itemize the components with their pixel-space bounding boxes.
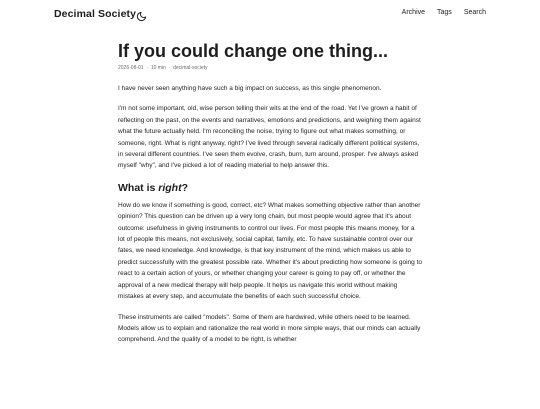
heading-emphasis: right <box>158 181 182 194</box>
main-nav <box>402 9 486 16</box>
nav-archive[interactable]: Archive <box>401 9 426 16</box>
paragraph: How do we know if something is good, correct, etc? What makes something objective rather than another opinion? This question can be driven up a very long chain, but most people would agree that it's about outcome: usefulness in giving instruments to control our lives. For most people this means money, for a lot of people this means, not exclusively, social capital, family, etc. To have sustainable control over our fates, we need knowledge. And knowledge, is that key instrument of the mind, which makes us able to predict successfully with the greatest possible rate. Whether it's about predicting how someone is going to react to a certain action of yours, or whether changing your career is going to pay off, or whether the approval of a new medical therapy will help people. It helps us navigate this world without making mistakes at every step, and accumulate the benefits of each such successful choice. <box>118 201 423 301</box>
site-header <box>0 4 540 32</box>
paragraph: I'm not some important, old, wise person telling their wits at the end of the road. Yet I've grown a habit of reflecting on the past, on the events and narratives, emotions and predictions, and weighing them against what the future actually held. I'm reconciling the noise, trying to figure out what makes something, or someone, right. What is right anyway, right? I've lived through several radically different political systems, in several different countries. I've seen them evolve, crash, burn, turn around, prosper. I've always asked myself "why", and I've picked a lot of reading material to help answer this. <box>118 105 421 170</box>
paragraph: These instruments are called "models". Some of them are hardwired, while others need to be learned. Models allow us to explain and rationalize the real world in more simple ways, that our minds can actually comprehend. And the quality of a model to be right, is whether <box>118 313 421 344</box>
meta-separator: · <box>144 65 150 71</box>
post-meta <box>118 65 422 71</box>
post <box>118 40 422 355</box>
post-date: 2026-08-01 <box>118 65 144 71</box>
post-read-time: 10 min <box>150 65 166 71</box>
site-logo[interactable]: Decimal Society <box>54 8 137 20</box>
heading-text: What is <box>118 181 159 194</box>
post-author: decimal-society <box>173 65 208 71</box>
intro-paragraph: I have never seen anything have such a big impact on success, as this single phenomenon. <box>118 85 382 92</box>
post-content <box>118 83 422 346</box>
section-heading <box>118 181 422 195</box>
moon-icon <box>136 11 147 22</box>
theme-toggle-button[interactable] <box>136 9 148 21</box>
nav-search[interactable]: Search <box>463 9 486 16</box>
nav-tags[interactable]: Tags <box>437 9 452 16</box>
heading-text-end: ? <box>181 181 189 194</box>
meta-separator: · <box>167 65 172 71</box>
post-title: If you could change one thing... <box>118 41 388 61</box>
